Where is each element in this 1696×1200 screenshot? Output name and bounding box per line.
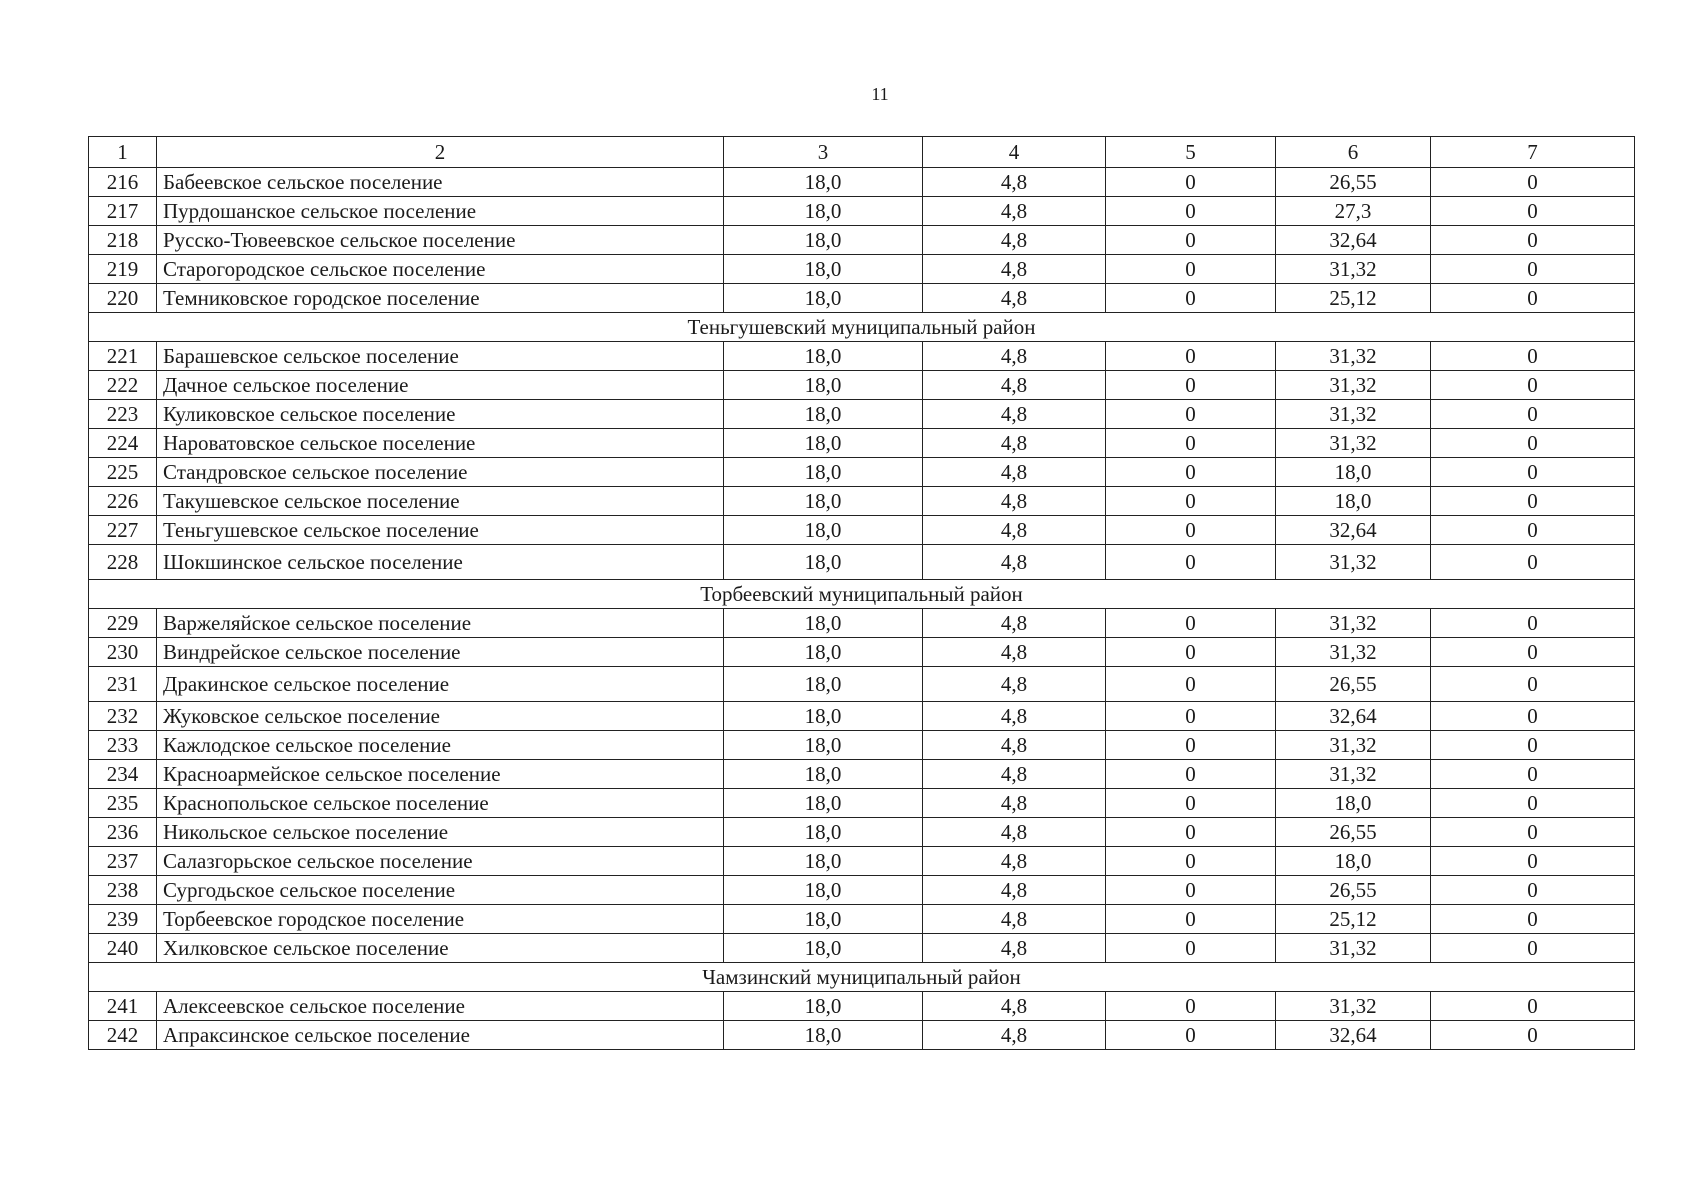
col4-value-cell: 4,8 — [923, 702, 1106, 731]
table-row — [89, 609, 1635, 638]
col5-value-cell: 0 — [1106, 667, 1276, 702]
settlement-name-cell: Шокшинское сельское поселение — [157, 545, 724, 580]
col5-value-cell: 0 — [1106, 516, 1276, 545]
col3-value-cell: 18,0 — [724, 516, 923, 545]
settlement-name-cell: Краснопольское сельское поселение — [157, 789, 724, 818]
row-number-cell: 219 — [89, 255, 157, 284]
col6-value-cell: 31,32 — [1276, 342, 1431, 371]
settlement-name-cell: Дракинское сельское поселение — [157, 667, 724, 702]
section-header-row — [89, 963, 1635, 992]
col6-value-cell: 26,55 — [1276, 667, 1431, 702]
col3-value-cell: 18,0 — [724, 1021, 923, 1050]
col7-value-cell: 0 — [1431, 458, 1635, 487]
col7-value-cell: 0 — [1431, 818, 1635, 847]
table-row — [89, 702, 1635, 731]
col5-value-cell: 0 — [1106, 168, 1276, 197]
row-number-cell: 231 — [89, 667, 157, 702]
col4-value-cell: 4,8 — [923, 545, 1106, 580]
col5-value-cell: 0 — [1106, 818, 1276, 847]
col3-value-cell: 18,0 — [724, 342, 923, 371]
col5-value-cell: 0 — [1106, 847, 1276, 876]
col7-value-cell: 0 — [1431, 342, 1635, 371]
col3-value-cell: 18,0 — [724, 905, 923, 934]
col4-value-cell: 4,8 — [923, 255, 1106, 284]
col3-value-cell: 18,0 — [724, 197, 923, 226]
table-row — [89, 638, 1635, 667]
col5-value-cell: 0 — [1106, 226, 1276, 255]
col7-value-cell: 0 — [1431, 429, 1635, 458]
row-number-cell: 222 — [89, 371, 157, 400]
row-number-cell: 224 — [89, 429, 157, 458]
col6-value-cell: 32,64 — [1276, 516, 1431, 545]
col4-value-cell: 4,8 — [923, 400, 1106, 429]
row-number-cell: 239 — [89, 905, 157, 934]
col6-value-cell: 26,55 — [1276, 168, 1431, 197]
col6-value-cell: 18,0 — [1276, 789, 1431, 818]
col4-value-cell: 4,8 — [923, 197, 1106, 226]
table-row — [89, 847, 1635, 876]
header-cell: 3 — [724, 137, 923, 168]
col6-value-cell: 31,32 — [1276, 400, 1431, 429]
col6-value-cell: 31,32 — [1276, 731, 1431, 760]
table-row — [89, 487, 1635, 516]
col4-value-cell: 4,8 — [923, 818, 1106, 847]
col3-value-cell: 18,0 — [724, 876, 923, 905]
table-row — [89, 992, 1635, 1021]
row-number-cell: 223 — [89, 400, 157, 429]
col3-value-cell: 18,0 — [724, 667, 923, 702]
settlement-name-cell: Темниковское городское поселение — [157, 284, 724, 313]
settlement-name-cell: Теньгушевское сельское поселение — [157, 516, 724, 545]
col7-value-cell: 0 — [1431, 789, 1635, 818]
col3-value-cell: 18,0 — [724, 789, 923, 818]
col4-value-cell: 4,8 — [923, 789, 1106, 818]
table-row — [89, 458, 1635, 487]
settlement-name-cell: Нароватовское сельское поселение — [157, 429, 724, 458]
table-row — [89, 342, 1635, 371]
col3-value-cell: 18,0 — [724, 226, 923, 255]
col7-value-cell: 0 — [1431, 934, 1635, 963]
col3-value-cell: 18,0 — [724, 731, 923, 760]
header-cell: 7 — [1431, 137, 1635, 168]
col3-value-cell: 18,0 — [724, 818, 923, 847]
col5-value-cell: 0 — [1106, 876, 1276, 905]
col5-value-cell: 0 — [1106, 255, 1276, 284]
col7-value-cell: 0 — [1431, 638, 1635, 667]
col7-value-cell: 0 — [1431, 702, 1635, 731]
col6-value-cell: 32,64 — [1276, 1021, 1431, 1050]
col6-value-cell: 31,32 — [1276, 934, 1431, 963]
row-number-cell: 236 — [89, 818, 157, 847]
col7-value-cell: 0 — [1431, 371, 1635, 400]
col5-value-cell: 0 — [1106, 458, 1276, 487]
table-row — [89, 731, 1635, 760]
col6-value-cell: 25,12 — [1276, 905, 1431, 934]
col7-value-cell: 0 — [1431, 545, 1635, 580]
table-row — [89, 876, 1635, 905]
col3-value-cell: 18,0 — [724, 760, 923, 789]
col3-value-cell: 18,0 — [724, 371, 923, 400]
col5-value-cell: 0 — [1106, 731, 1276, 760]
col5-value-cell: 0 — [1106, 789, 1276, 818]
col6-value-cell: 32,64 — [1276, 226, 1431, 255]
table-row — [89, 760, 1635, 789]
table-body — [89, 137, 1635, 1050]
settlement-name-cell: Салазгорьское сельское поселение — [157, 847, 724, 876]
table-row — [89, 371, 1635, 400]
settlement-name-cell: Кажлодское сельское поселение — [157, 731, 724, 760]
col3-value-cell: 18,0 — [724, 702, 923, 731]
table-row — [89, 545, 1635, 580]
col4-value-cell: 4,8 — [923, 876, 1106, 905]
col3-value-cell: 18,0 — [724, 400, 923, 429]
col7-value-cell: 0 — [1431, 516, 1635, 545]
col7-value-cell: 0 — [1431, 992, 1635, 1021]
col4-value-cell: 4,8 — [923, 516, 1106, 545]
col7-value-cell: 0 — [1431, 197, 1635, 226]
col3-value-cell: 18,0 — [724, 992, 923, 1021]
col7-value-cell: 0 — [1431, 847, 1635, 876]
row-number-cell: 216 — [89, 168, 157, 197]
row-number-cell: 232 — [89, 702, 157, 731]
col4-value-cell: 4,8 — [923, 667, 1106, 702]
header-cell: 5 — [1106, 137, 1276, 168]
section-title: Торбеевский муниципальный район — [89, 580, 1635, 609]
col4-value-cell: 4,8 — [923, 609, 1106, 638]
section-title: Теньгушевский муниципальный район — [89, 313, 1635, 342]
row-number-cell: 220 — [89, 284, 157, 313]
col6-value-cell: 31,32 — [1276, 638, 1431, 667]
col4-value-cell: 4,8 — [923, 168, 1106, 197]
row-number-cell: 217 — [89, 197, 157, 226]
col5-value-cell: 0 — [1106, 760, 1276, 789]
settlement-name-cell: Бабеевское сельское поселение — [157, 168, 724, 197]
col3-value-cell: 18,0 — [724, 847, 923, 876]
col5-value-cell: 0 — [1106, 638, 1276, 667]
col5-value-cell: 0 — [1106, 905, 1276, 934]
col7-value-cell: 0 — [1431, 168, 1635, 197]
col3-value-cell: 18,0 — [724, 487, 923, 516]
col4-value-cell: 4,8 — [923, 487, 1106, 516]
settlement-name-cell: Куликовское сельское поселение — [157, 400, 724, 429]
col4-value-cell: 4,8 — [923, 992, 1106, 1021]
col7-value-cell: 0 — [1431, 760, 1635, 789]
col4-value-cell: 4,8 — [923, 760, 1106, 789]
col4-value-cell: 4,8 — [923, 458, 1106, 487]
col3-value-cell: 18,0 — [724, 255, 923, 284]
col6-value-cell: 18,0 — [1276, 487, 1431, 516]
row-number-cell: 229 — [89, 609, 157, 638]
col3-value-cell: 18,0 — [724, 168, 923, 197]
col5-value-cell: 0 — [1106, 371, 1276, 400]
settlement-name-cell: Красноармейское сельское поселение — [157, 760, 724, 789]
col5-value-cell: 0 — [1106, 702, 1276, 731]
header-cell: 2 — [157, 137, 724, 168]
table-row — [89, 905, 1635, 934]
settlement-name-cell: Хилковское сельское поселение — [157, 934, 724, 963]
table-row — [89, 226, 1635, 255]
col7-value-cell: 0 — [1431, 1021, 1635, 1050]
col5-value-cell: 0 — [1106, 545, 1276, 580]
col6-value-cell: 18,0 — [1276, 847, 1431, 876]
row-number-cell: 240 — [89, 934, 157, 963]
table-row — [89, 934, 1635, 963]
col5-value-cell: 0 — [1106, 342, 1276, 371]
col7-value-cell: 0 — [1431, 731, 1635, 760]
col4-value-cell: 4,8 — [923, 284, 1106, 313]
row-number-cell: 226 — [89, 487, 157, 516]
col6-value-cell: 31,32 — [1276, 760, 1431, 789]
table-row — [89, 818, 1635, 847]
col6-value-cell: 31,32 — [1276, 545, 1431, 580]
table-row — [89, 789, 1635, 818]
row-number-cell: 242 — [89, 1021, 157, 1050]
col3-value-cell: 18,0 — [724, 458, 923, 487]
table-row — [89, 429, 1635, 458]
col4-value-cell: 4,8 — [923, 1021, 1106, 1050]
col6-value-cell: 31,32 — [1276, 429, 1431, 458]
settlement-name-cell: Пурдошанское сельское поселение — [157, 197, 724, 226]
settlement-name-cell: Никольское сельское поселение — [157, 818, 724, 847]
col7-value-cell: 0 — [1431, 400, 1635, 429]
header-cell: 1 — [89, 137, 157, 168]
table-row — [89, 168, 1635, 197]
col7-value-cell: 0 — [1431, 487, 1635, 516]
col3-value-cell: 18,0 — [724, 609, 923, 638]
col4-value-cell: 4,8 — [923, 342, 1106, 371]
settlement-name-cell: Торбеевское городское поселение — [157, 905, 724, 934]
col6-value-cell: 31,32 — [1276, 992, 1431, 1021]
col5-value-cell: 0 — [1106, 429, 1276, 458]
table-row — [89, 516, 1635, 545]
col4-value-cell: 4,8 — [923, 226, 1106, 255]
col7-value-cell: 0 — [1431, 876, 1635, 905]
col5-value-cell: 0 — [1106, 487, 1276, 516]
row-number-cell: 221 — [89, 342, 157, 371]
col4-value-cell: 4,8 — [923, 847, 1106, 876]
settlement-name-cell: Виндрейское сельское поселение — [157, 638, 724, 667]
settlement-name-cell: Дачное сельское поселение — [157, 371, 724, 400]
col5-value-cell: 0 — [1106, 400, 1276, 429]
row-number-cell: 238 — [89, 876, 157, 905]
col7-value-cell: 0 — [1431, 284, 1635, 313]
settlement-name-cell: Варжеляйское сельское поселение — [157, 609, 724, 638]
row-number-cell: 235 — [89, 789, 157, 818]
settlement-name-cell: Стандровское сельское поселение — [157, 458, 724, 487]
col6-value-cell: 31,32 — [1276, 609, 1431, 638]
settlement-name-cell: Алексеевское сельское поселение — [157, 992, 724, 1021]
table-row — [89, 1021, 1635, 1050]
col4-value-cell: 4,8 — [923, 905, 1106, 934]
row-number-cell: 230 — [89, 638, 157, 667]
col5-value-cell: 0 — [1106, 284, 1276, 313]
row-number-cell: 234 — [89, 760, 157, 789]
settlement-name-cell: Такушевское сельское поселение — [157, 487, 724, 516]
row-number-cell: 233 — [89, 731, 157, 760]
section-header-row — [89, 580, 1635, 609]
col3-value-cell: 18,0 — [724, 545, 923, 580]
col6-value-cell: 25,12 — [1276, 284, 1431, 313]
page-number: 11 — [871, 84, 889, 104]
col6-value-cell: 32,64 — [1276, 702, 1431, 731]
table-row — [89, 400, 1635, 429]
settlement-name-cell: Старогородское сельское поселение — [157, 255, 724, 284]
col3-value-cell: 18,0 — [724, 638, 923, 667]
row-number-cell: 227 — [89, 516, 157, 545]
col4-value-cell: 4,8 — [923, 429, 1106, 458]
row-number-cell: 237 — [89, 847, 157, 876]
header-cell: 4 — [923, 137, 1106, 168]
table-row — [89, 667, 1635, 702]
col6-value-cell: 31,32 — [1276, 255, 1431, 284]
table-row — [89, 197, 1635, 226]
row-number-cell: 241 — [89, 992, 157, 1021]
col4-value-cell: 4,8 — [923, 638, 1106, 667]
header-cell: 6 — [1276, 137, 1431, 168]
table-row — [89, 255, 1635, 284]
row-number-cell: 218 — [89, 226, 157, 255]
settlement-name-cell: Русско-Тювеевское сельское поселение — [157, 226, 724, 255]
settlement-name-cell: Сургодьское сельское поселение — [157, 876, 724, 905]
col6-value-cell: 26,55 — [1276, 876, 1431, 905]
col4-value-cell: 4,8 — [923, 934, 1106, 963]
col4-value-cell: 4,8 — [923, 371, 1106, 400]
settlement-name-cell: Жуковское сельское поселение — [157, 702, 724, 731]
col6-value-cell: 18,0 — [1276, 458, 1431, 487]
col5-value-cell: 0 — [1106, 609, 1276, 638]
section-header-row — [89, 313, 1635, 342]
col7-value-cell: 0 — [1431, 255, 1635, 284]
col4-value-cell: 4,8 — [923, 731, 1106, 760]
col7-value-cell: 0 — [1431, 609, 1635, 638]
col6-value-cell: 31,32 — [1276, 371, 1431, 400]
col6-value-cell: 26,55 — [1276, 818, 1431, 847]
settlement-name-cell: Апраксинское сельское поселение — [157, 1021, 724, 1050]
col7-value-cell: 0 — [1431, 905, 1635, 934]
col5-value-cell: 0 — [1106, 992, 1276, 1021]
table-row — [89, 284, 1635, 313]
col5-value-cell: 0 — [1106, 197, 1276, 226]
header-row — [89, 137, 1635, 168]
col3-value-cell: 18,0 — [724, 934, 923, 963]
section-title: Чамзинский муниципальный район — [89, 963, 1635, 992]
data-table — [88, 136, 1635, 1050]
row-number-cell: 225 — [89, 458, 157, 487]
col6-value-cell: 27,3 — [1276, 197, 1431, 226]
col7-value-cell: 0 — [1431, 667, 1635, 702]
row-number-cell: 228 — [89, 545, 157, 580]
col3-value-cell: 18,0 — [724, 284, 923, 313]
col7-value-cell: 0 — [1431, 226, 1635, 255]
settlement-name-cell: Барашевское сельское поселение — [157, 342, 724, 371]
col3-value-cell: 18,0 — [724, 429, 923, 458]
col5-value-cell: 0 — [1106, 934, 1276, 963]
col5-value-cell: 0 — [1106, 1021, 1276, 1050]
